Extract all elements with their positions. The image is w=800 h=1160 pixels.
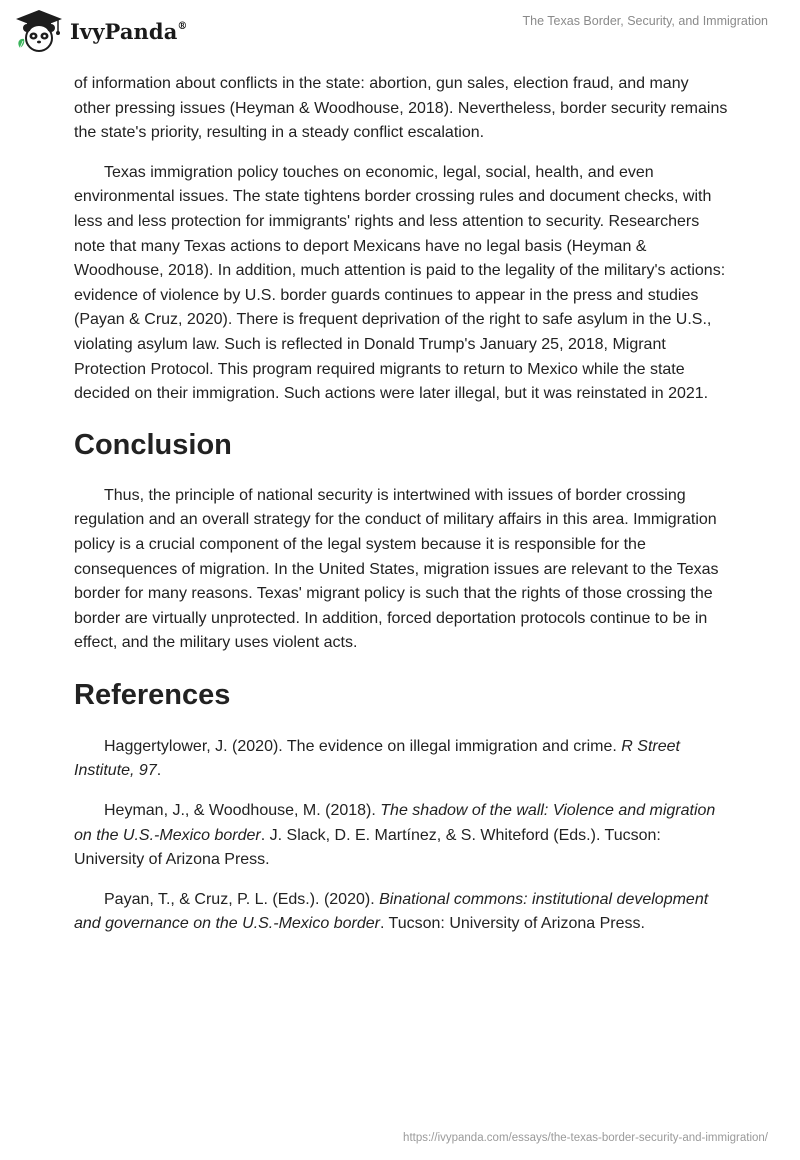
reference-item: Payan, T., & Cruz, P. L. (Eds.). (2020). Binational commons: institutional development and governance on the U.S.-Mexico border. Tucson: University of Arizona Press. [74, 890, 709, 933]
reference-item: Haggertylower, J. (2020). The evidence on illegal immigration and crime. R Street Institute, 97. [74, 737, 680, 780]
references-heading: References [74, 678, 231, 711]
page-header [0, 0, 800, 60]
reference-item: Heyman, J., & Woodhouse, M. (2018). The shadow of the wall: Violence and migration on the U.S.-Mexico border. J. Slack, D. E. Martínez, & S. Whiteford (Eds.). Tucson: University of Arizona Press. [74, 802, 716, 869]
source-url[interactable]: https://ivypanda.com/essays/the-texas-border-security-and-immigration/ [403, 1132, 768, 1144]
conclusion-heading: Conclusion [74, 428, 232, 461]
document-title: The Texas Border, Security, and Immigration [522, 14, 768, 28]
paragraph-immigration-policy: Texas immigration policy touches on economic, legal, social, health, and even environmental issues. The state tightens border crossing rules and document checks, with less and less protection for immigrants' rights and less attention to security. Researchers note that many Texas actions to deport Mexicans have no legal basis (Heyman & Woodhouse, 2018). In addition, much attention is paid to the legality of the military's actions: evidence of violence by U.S. border guards continues to appear in the press and studies (Payan & Cruz, 2020). There is frequent deprivation of the right to safe asylum in the U.S., violating asylum law. Such is reflected in Donald Trump's January 25, 2018, Migrant Protection Protocol. This program required migrants to return to Mexico while the state decided on their immigration. Such actions were later illegal, but it was reinstated in 2021. [74, 163, 726, 403]
brand-name: IvyPanda® [70, 18, 188, 44]
paragraph-continuation: of information about conflicts in the state: abortion, gun sales, election fraud, and many other pressing issues (Heyman & Woodhouse, 2018). Nevertheless, border security remains the state's priority, resulting in a steady conflict escalation. [74, 75, 728, 142]
conclusion-paragraph: Thus, the principle of national security is intertwined with issues of border crossing regulation and an overall strategy for the conduct of military affairs in this area. Immigration policy is a crucial component of the legal system because it is responsible for the consequences of migration. In the United States, migration issues are relevant to the Texas border for many reasons. Texas' migrant policy is such that the rights of those crossing the border are virtually unprotected. In addition, forced deportation protocols continue to be in effect, and the military uses violent acts. [74, 486, 719, 652]
essay-content [74, 72, 728, 937]
panda-graduate-icon [14, 8, 64, 54]
ivypanda-logo[interactable] [14, 8, 188, 54]
